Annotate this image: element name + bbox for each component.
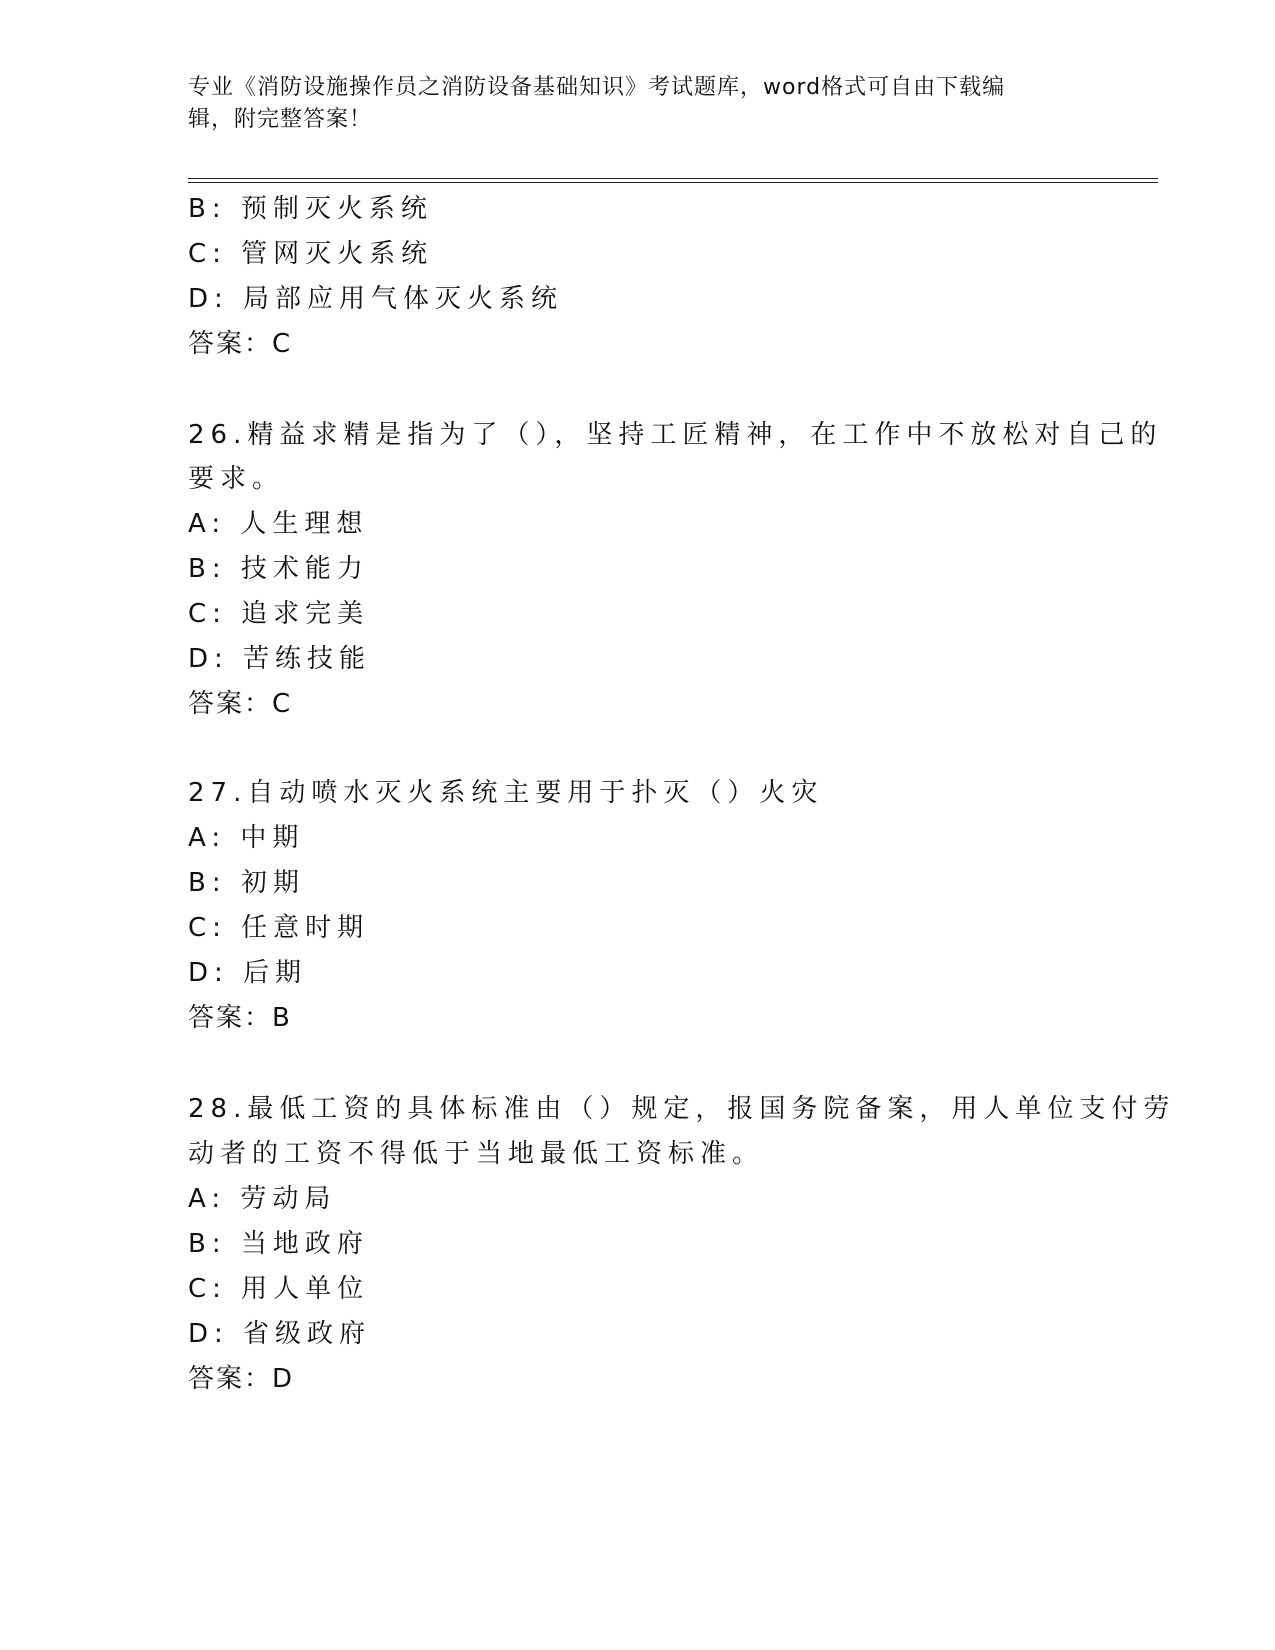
q26-option-b: B: 技术能力 (188, 554, 369, 584)
q26-option-c: C: 追求完美 (188, 599, 370, 629)
q28-answer-value: D (272, 1364, 293, 1394)
q26-stem-line-2: 要求。 (188, 464, 285, 494)
q27-stem-line-1: 27.自动喷水灭火系统主要用于扑灭（）火灾 (188, 778, 824, 808)
q27-option-c: C: 任意时期 (188, 913, 370, 943)
q27-option-b: B: 初期 (188, 868, 305, 898)
header-line-2: 辑，附完整答案！ (188, 107, 373, 132)
q26-answer-label: 答案： (188, 689, 273, 719)
q28-option-b: B: 当地政府 (188, 1229, 369, 1259)
q28-answer-label: 答案： (188, 1364, 273, 1394)
q27-option-d: D: 后期 (188, 958, 308, 988)
header-divider-top (188, 178, 1158, 179)
q27-answer (188, 1003, 290, 1033)
q28-stem-line-2: 动者的工资不得低于当地最低工资标准。 (188, 1139, 765, 1169)
q26-option-a: A: 人生理想 (188, 509, 369, 539)
q26-answer (188, 689, 290, 719)
q25-answer-value: C (272, 329, 291, 359)
q25-option-d: D: 局部应用气体灭火系统 (188, 284, 564, 314)
q28-option-a: A: 劳动局 (188, 1184, 337, 1214)
document-header (188, 72, 1088, 136)
q28-answer (188, 1364, 292, 1394)
q28-option-d: D: 省级政府 (188, 1319, 372, 1349)
q25-answer-label: 答案： (188, 329, 273, 359)
q28-stem-line-1: 28.最低工资的具体标准由（）规定，报国务院备案，用人单位支付劳 (188, 1094, 1176, 1124)
q25-answer (188, 329, 290, 359)
q27-answer-value: B (272, 1003, 290, 1033)
q25-option-b: B: 预制灭火系统 (188, 194, 433, 224)
q28-option-c: C: 用人单位 (188, 1274, 370, 1304)
header-divider-bottom (188, 182, 1158, 183)
q27-answer-label: 答案： (188, 1003, 273, 1033)
header-line-1: 专业《消防设施操作员之消防设备基础知识》考试题库，word格式可自由下载编 (188, 75, 1006, 100)
q27-option-a: A: 中期 (188, 823, 305, 853)
q26-answer-value: C (272, 689, 291, 719)
q26-option-d: D: 苦练技能 (188, 644, 372, 674)
q26-stem-line-1: 26.精益求精是指为了（），坚持工匠精神，在工作中不放松对自己的 (188, 420, 1163, 450)
q25-option-c: C: 管网灭火系统 (188, 239, 434, 269)
